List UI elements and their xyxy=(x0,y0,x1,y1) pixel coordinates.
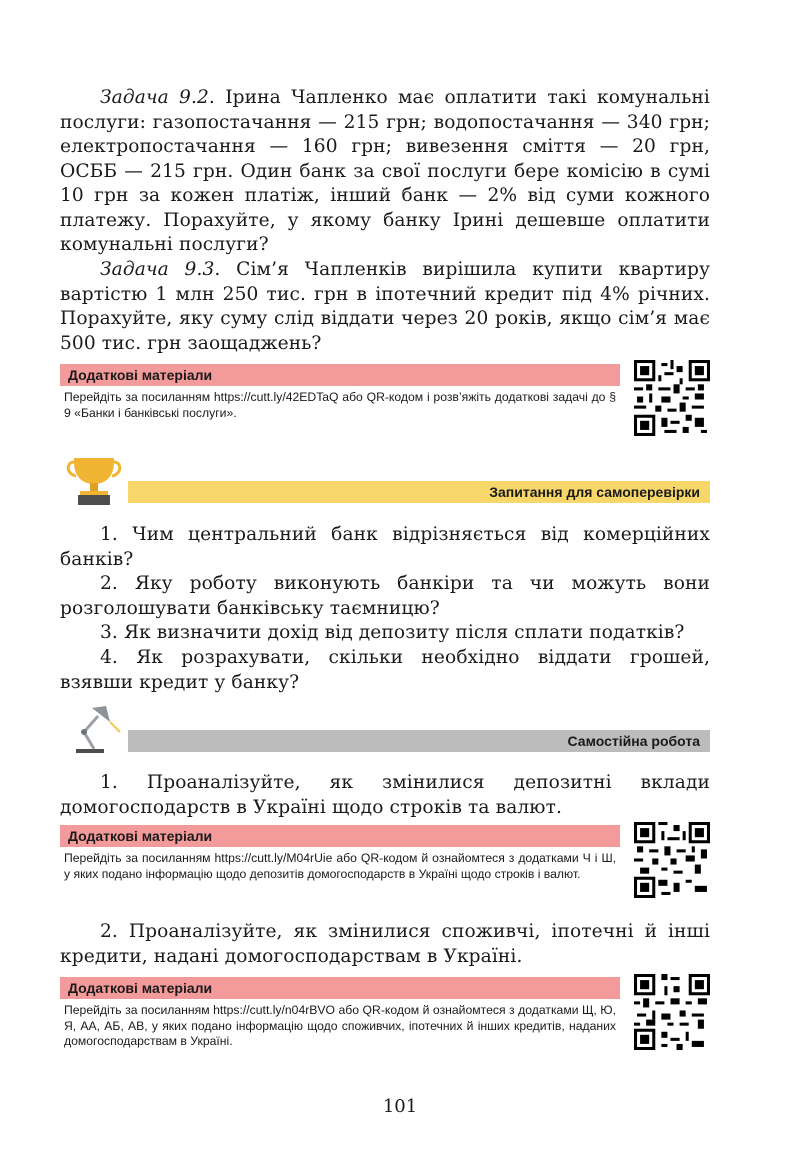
self-check-q3: 3. Як визначити дохід від депозиту після сплати податків? xyxy=(100,622,685,643)
self-check-q4: 4. Як розрахувати, скільки необхідно віддати грошей, взявши кредит у банку? xyxy=(60,647,710,693)
extra-materials-1-title: Додаткові матеріали xyxy=(60,364,620,386)
task-9-3-label: Задача 9.3 xyxy=(100,259,215,280)
page-number: 101 xyxy=(382,1096,418,1117)
trophy-icon xyxy=(66,454,122,506)
extra-materials-1-text[interactable]: Перейдіть за посиланням https://cutt.ly/42EDTaQ або QR-кодом і розв’яжіть додаткові задачі до § 9 «Банки і банківські послуги». xyxy=(64,390,616,420)
extra-materials-3-text[interactable]: Перейдіть за посиланням https://cutt.ly/n04rBVO або QR-кодом й ознайомтеся з додатками Щ, Ю, Я, АА, АБ, АВ, у яких подано інформацію щодо споживчих, іпотечних й інших кредитів, наданих домогосподарствам в Україні. xyxy=(64,1003,616,1048)
self-check-bar: Запитання для самоперевірки xyxy=(128,481,710,503)
extra-materials-1 xyxy=(60,364,620,421)
desk-lamp-icon xyxy=(68,702,128,754)
task-9-2 xyxy=(60,86,710,258)
task-9-2-text: . Ірина Чапленко має оплатити такі комунальні послуги: газопостачання — 215 грн; водопостачання — 340 грн; електропостачання — 160 грн; вивезення сміття — 20 грн, ОСББ — 215 грн. Один банк за свої послуги бере комісію в сумі 10 грн за кожен платіж, інший банк — 2% від суми кожного платежу. Порахуйте, у якому банку Ірині дешевше оплатити комунальні послуги? xyxy=(60,87,710,255)
extra-materials-2-title: Додаткові матеріали xyxy=(60,825,620,847)
self-check-q2: 2. Яку роботу виконують банкіри та чи можуть вони розголошувати банківську таємницю? xyxy=(60,573,710,619)
independent-task-1: 1. Проаналізуйте, як змінилися депозитні вклади домогосподарств в Україні щодо строків та валют. xyxy=(60,772,710,818)
extra-materials-3-title: Додаткові матеріали xyxy=(60,977,620,999)
qr-code-icon[interactable] xyxy=(634,974,710,1050)
qr-code-icon[interactable] xyxy=(634,360,710,436)
extra-materials-2 xyxy=(60,825,620,882)
independent-task-2: 2. Проаналізуйте, як змінилися споживчі, іпотечні й інші кредити, надані домогосподарствам в Україні. xyxy=(60,921,710,967)
extra-materials-3 xyxy=(60,977,620,1050)
extra-materials-2-text[interactable]: Перейдіть за посиланням https://cutt.ly/M04rUie або QR-кодом й ознайомтеся з додатками Ч і Ш, у яких подано інформацію щодо депозитів домогосподарств в Україні щодо строків і валют. xyxy=(64,851,616,881)
task-9-2-label: Задача 9.2 xyxy=(100,87,209,108)
self-check-q1: 1. Чим центральний банк відрізняється від комерційних банків? xyxy=(60,524,710,570)
qr-code-icon[interactable] xyxy=(634,822,710,898)
task-9-3-text: . Сім’я Чапленків вирішила купити квартиру вартістю 1 млн 250 тис. грн в іпотечний кредит під 4% річних. Порахуйте, яку суму слід віддати через 20 років, якщо сім’я має 500 тис. грн заощаджень? xyxy=(60,259,710,354)
task-9-3 xyxy=(60,258,710,356)
independent-work-bar: Самостійна робота xyxy=(128,730,710,752)
